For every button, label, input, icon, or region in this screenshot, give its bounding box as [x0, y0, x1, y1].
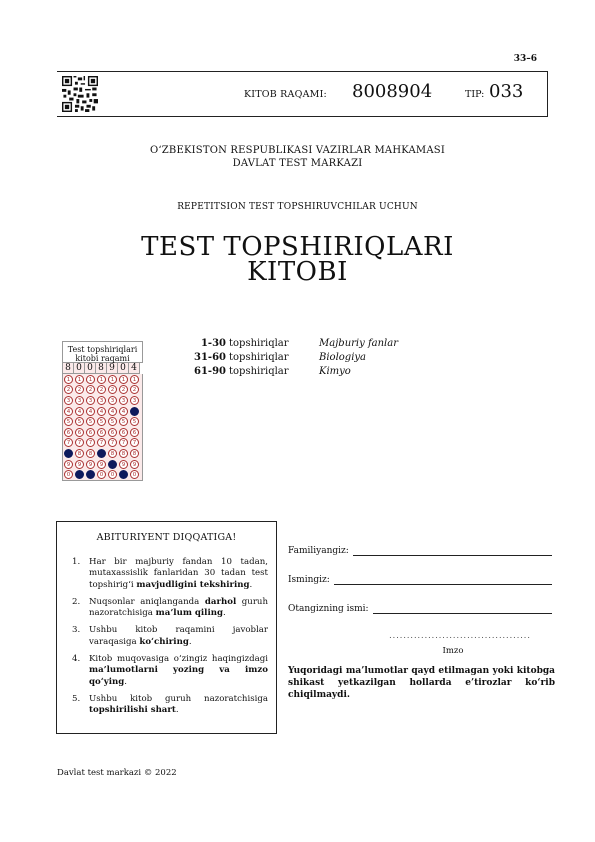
bubble-row	[63, 438, 142, 449]
bubble[interactable]: 2	[108, 385, 117, 394]
bubble[interactable]: 4	[119, 407, 128, 416]
bubble[interactable]: 5	[119, 417, 128, 426]
bubble[interactable]: 3	[130, 396, 139, 405]
subject-word: topshiriqlar	[229, 338, 289, 349]
bubble[interactable]: 1	[119, 375, 128, 384]
bubble-filled[interactable]	[130, 407, 139, 416]
notice-title: ABITURIYENT DIQQATIGA!	[96, 532, 237, 543]
bubble-row	[63, 469, 142, 480]
subtitle: REPETITSION TEST TOPSHIRUVCHILAR UCHUN	[177, 202, 418, 212]
bubble-row	[63, 448, 142, 459]
book-number-digit: 0	[118, 363, 129, 374]
notice-item	[72, 694, 268, 717]
bubble[interactable]: 0	[97, 470, 106, 479]
bubble-filled[interactable]	[75, 470, 84, 479]
notice-text-part: Kitob muqovasiga o‘zingiz haqingizdagi	[89, 654, 268, 665]
book-number-digit: 8	[63, 363, 74, 374]
tip-value: 033	[489, 81, 524, 102]
bubble[interactable]: 3	[119, 396, 128, 405]
bubble[interactable]: 0	[64, 470, 73, 479]
bubble[interactable]: 2	[75, 385, 84, 394]
bubble[interactable]: 5	[75, 417, 84, 426]
bubble[interactable]: 8	[119, 449, 128, 458]
bubble-grid	[62, 374, 143, 481]
notice-emphasis: ko‘chiring	[139, 636, 189, 647]
bubble-filled[interactable]	[64, 449, 73, 458]
notice-item-number: 5.	[72, 693, 81, 704]
subject-row	[190, 351, 398, 365]
bubble[interactable]: 7	[86, 438, 95, 447]
bubble[interactable]: 5	[130, 417, 139, 426]
bubble[interactable]: 1	[108, 375, 117, 384]
bubble[interactable]: 6	[75, 428, 84, 437]
subject-range: 31-60	[194, 352, 226, 363]
bubble-filled[interactable]	[119, 470, 128, 479]
bubble[interactable]: 4	[64, 407, 73, 416]
subject-name: Majburiy fanlar	[319, 338, 398, 349]
notice-list	[72, 557, 268, 723]
notice-text-part: .	[222, 608, 226, 619]
ism-label: Ismingiz:	[288, 575, 330, 585]
bubble-row	[63, 385, 142, 396]
subject-name: Kimyo	[319, 366, 351, 377]
otasining-ismi-field[interactable]	[288, 603, 552, 614]
title-line-2: KITOBI	[247, 257, 348, 287]
notice-item-text	[89, 557, 268, 591]
bubble-row	[63, 427, 142, 438]
bubble[interactable]: 8	[75, 449, 84, 458]
ism-field[interactable]	[288, 574, 552, 585]
bubble[interactable]: 3	[97, 396, 106, 405]
bubble[interactable]: 9	[119, 460, 128, 469]
notice-item-text	[89, 597, 268, 620]
subject-word: topshiriqlar	[229, 352, 289, 363]
bubble[interactable]: 7	[119, 438, 128, 447]
bubble[interactable]: 5	[97, 417, 106, 426]
familiya-label: Familiyangiz:	[288, 546, 349, 556]
notice-text-part: .	[175, 705, 179, 716]
bubble[interactable]: 9	[86, 460, 95, 469]
bubble[interactable]: 3	[108, 396, 117, 405]
kitob-raqami-value: 8008904	[352, 81, 433, 102]
bubble[interactable]: 2	[97, 385, 106, 394]
bubble[interactable]: 6	[97, 428, 106, 437]
notice-text-part: Ushbu kitob raqamini javoblar varaqasiga	[89, 625, 268, 647]
bubble[interactable]: 2	[119, 385, 128, 394]
bubble[interactable]: 1	[86, 375, 95, 384]
signature-label: Imzo	[442, 646, 464, 656]
warning-text: Yuqoridagi ma’lumotlar qayd etilmagan yoki kitobga shikast yetkazilgan hollarda e’tirozlar ko‘rib chiqilmaydi.	[288, 666, 555, 700]
bubble[interactable]: 1	[130, 375, 139, 384]
bubble[interactable]: 0	[130, 470, 139, 479]
kitob-raqami-label: KITOB RAQAMI:	[244, 89, 327, 100]
bubble[interactable]: 4	[97, 407, 106, 416]
subject-row	[190, 337, 398, 351]
bubble[interactable]: 4	[75, 407, 84, 416]
organization-line-1: O‘ZBEKISTON RESPUBLIKASI VAZIRLAR MAHKAMASI	[149, 145, 445, 156]
bubble[interactable]: 8	[108, 449, 117, 458]
bubble[interactable]: 3	[75, 396, 84, 405]
notice-text-part: .	[249, 579, 253, 590]
notice-item	[72, 557, 268, 591]
notice-emphasis: darhol	[204, 596, 237, 607]
otasining-ismi-line[interactable]	[373, 603, 552, 614]
bubble[interactable]: 6	[119, 428, 128, 437]
notice-item	[72, 654, 268, 688]
title-line-1: TEST TOPSHIRIQLARI	[141, 232, 454, 262]
book-number-digit: 4	[129, 363, 140, 374]
notice-item-text	[89, 654, 268, 688]
notice-item-number: 2.	[72, 596, 81, 607]
bubble[interactable]: 2	[86, 385, 95, 394]
book-number-digit: 0	[74, 363, 85, 374]
bubble[interactable]: 1	[64, 375, 73, 384]
bubble[interactable]: 6	[86, 428, 95, 437]
notice-item-number: 4.	[72, 654, 81, 665]
bubble[interactable]: 4	[108, 407, 117, 416]
bubble-row	[63, 459, 142, 470]
bubble-row	[63, 406, 142, 417]
book-number-bubble-sheet	[62, 341, 143, 481]
bubble-row	[63, 374, 142, 385]
bubble-filled[interactable]	[86, 470, 95, 479]
familiya-line[interactable]	[353, 545, 552, 556]
bubble[interactable]: 4	[86, 407, 95, 416]
notice-emphasis: mavjudligini tekshiring	[136, 579, 250, 590]
bubble[interactable]: 3	[64, 396, 73, 405]
bubble-filled[interactable]	[108, 460, 117, 469]
bubble[interactable]: 7	[108, 438, 117, 447]
bubble-sheet-header: Test topshiriqlari kitobi raqami	[62, 341, 143, 363]
notice-item-text	[89, 694, 268, 717]
notice-item	[72, 625, 268, 648]
bubble[interactable]: 9	[75, 460, 84, 469]
otasining-ismi-label: Otangizning ismi:	[288, 604, 369, 614]
book-number-digit: 8	[96, 363, 107, 374]
subject-row	[190, 365, 398, 379]
subject-range: 1-30	[200, 338, 226, 349]
page-code: 33–6	[513, 54, 537, 64]
signature-line[interactable]: ........................................	[389, 631, 531, 640]
bubble[interactable]: 6	[130, 428, 139, 437]
bubble[interactable]: 8	[86, 449, 95, 458]
notice-emphasis: topshirilishi shart	[89, 705, 176, 716]
bubble[interactable]: 5	[64, 417, 73, 426]
book-number-digit: 9	[107, 363, 118, 374]
organization-line-2: DAVLAT TEST MARKAZI	[232, 158, 363, 169]
bubble[interactable]: 2	[130, 385, 139, 394]
notice-emphasis: ma’lum qiling	[155, 608, 223, 619]
bubble[interactable]: 7	[64, 438, 73, 447]
bubble[interactable]: 2	[64, 385, 73, 394]
notice-item	[72, 597, 268, 620]
footer: Davlat test markazi © 2022	[57, 768, 177, 778]
bubble-row	[63, 416, 142, 427]
bubble[interactable]: 0	[108, 470, 117, 479]
notice-text-part: .	[124, 676, 127, 687]
notice-text-part: guruh nazoratchisiga	[89, 596, 269, 619]
bubble[interactable]: 7	[75, 438, 84, 447]
bubble[interactable]: 3	[86, 396, 95, 405]
bubble[interactable]: 5	[108, 417, 117, 426]
bubble[interactable]: 9	[130, 460, 139, 469]
subjects-list	[190, 337, 398, 379]
bubble[interactable]: 5	[86, 417, 95, 426]
subject-range: 61-90	[194, 366, 226, 377]
tip-label: TIP:	[465, 89, 485, 100]
familiya-field[interactable]	[288, 545, 552, 556]
bubble-digits-row	[62, 363, 143, 374]
bubble[interactable]: 6	[108, 428, 117, 437]
bubble[interactable]: 6	[64, 428, 73, 437]
bubble[interactable]: 7	[130, 438, 139, 447]
subject-word: topshiriqlar	[229, 366, 289, 377]
notice-text-part: Ushbu kitob guruh nazoratchisiga	[89, 693, 268, 704]
notice-item-number: 3.	[72, 625, 81, 636]
notice-emphasis: ma’lumotlarni yozing va imzo qo‘ying	[89, 665, 268, 687]
qr-code-icon	[62, 76, 98, 112]
bubble[interactable]: 1	[97, 375, 106, 384]
subject-name: Biologiya	[319, 352, 366, 363]
ism-line[interactable]	[334, 574, 552, 585]
bubble[interactable]: 1	[75, 375, 84, 384]
notice-text-part: Har bir majburiy fandan 10 tadan, mutaxassislik fanlaridan 30 tadan test topshirig‘i	[89, 557, 268, 590]
bubble[interactable]: 8	[130, 449, 139, 458]
bubble[interactable]: 9	[97, 460, 106, 469]
bubble[interactable]: 9	[64, 460, 73, 469]
bubble[interactable]: 7	[97, 438, 106, 447]
bubble-filled[interactable]	[97, 449, 106, 458]
bubble-row	[63, 395, 142, 406]
notice-item-text	[89, 625, 268, 648]
notice-text-part: Nuqsonlar aniqlanganda	[89, 596, 205, 607]
notice-item-number: 1.	[72, 557, 81, 567]
book-number-digit: 0	[85, 363, 96, 374]
notice-text-part: .	[188, 636, 192, 647]
